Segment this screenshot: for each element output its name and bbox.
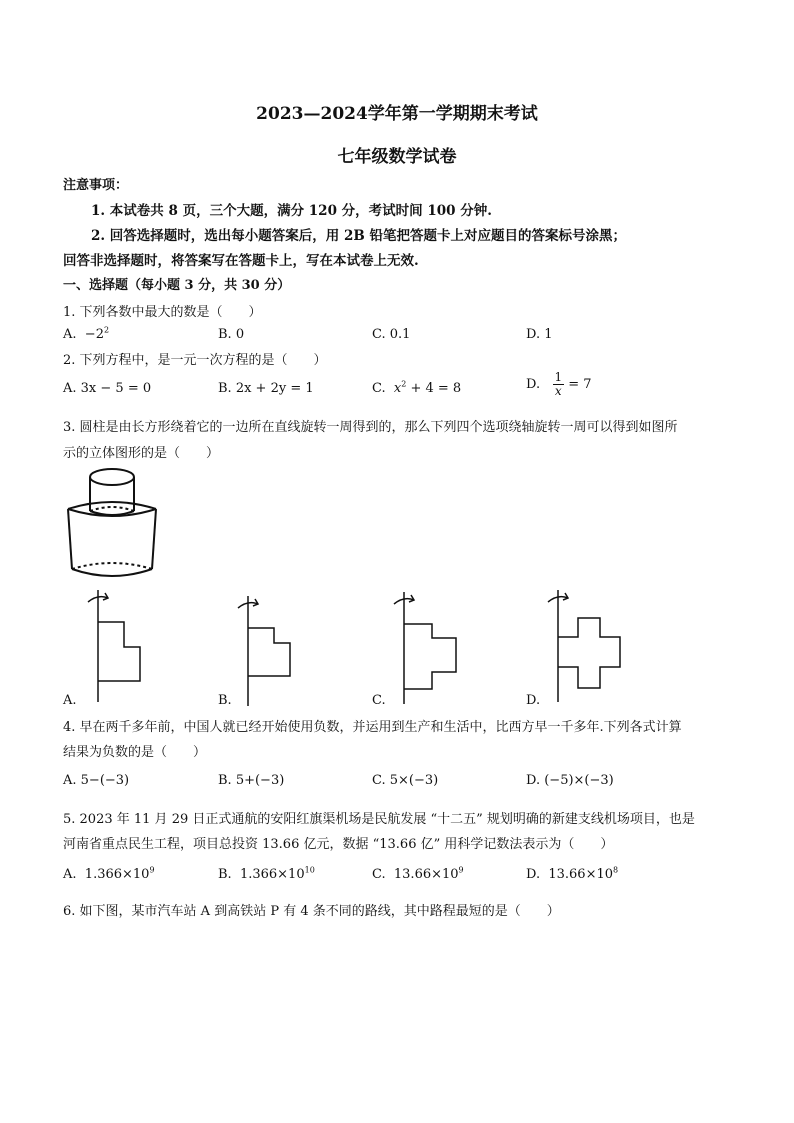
note-2b: 回答非选择题时，将答案写在答题卡上，写在本试卷上无效.	[63, 253, 419, 269]
q5-option-a-label: A.	[63, 867, 77, 882]
q5-option-a-exp: 9	[149, 865, 155, 875]
q1-option-c: C. 0.1	[372, 327, 411, 342]
q3-option-b-figure	[230, 596, 300, 706]
q4-option-d: D. (−5)×(−3)	[526, 773, 614, 788]
q5-option-d	[526, 867, 618, 882]
q5-option-a	[63, 867, 155, 882]
q3-option-d: D.	[526, 693, 541, 708]
q2-option-b: B. 2x + 2y = 1	[218, 381, 314, 396]
q5-option-b-base: 1.366×10	[239, 867, 305, 882]
q1-option-a-exp: 2	[103, 325, 110, 335]
q2-option-d-fraction	[553, 371, 565, 398]
q1-option-a	[63, 327, 109, 342]
q3-option-b: B.	[218, 693, 232, 708]
q2-option-a: A. 3x − 5 = 0	[63, 381, 152, 396]
q5-option-d-base: 13.66×10	[548, 867, 614, 882]
q5-option-c-base: 13.66×10	[393, 867, 459, 882]
q4-option-a: A. 5−(−3)	[63, 773, 130, 788]
q3-option-c: C.	[372, 693, 386, 708]
q5-stem-line2: 河南省重点民生工程，项目总投资 13.66 亿元，数据 “13.66 亿” 用科学记数法表示为（ ）	[63, 837, 614, 852]
q2-option-d-denominator: x	[554, 384, 562, 398]
q5-option-b-exp: 10	[304, 865, 315, 875]
q4-stem-line2: 结果为负数的是（ ）	[63, 745, 207, 760]
exam-subtitle: 七年级数学试卷	[337, 147, 457, 167]
note-2a: 2. 回答选择题时，选出每小题答案后，用 2B 铅笔把答题卡上对应题目的答案标号涂黑；	[91, 228, 626, 244]
q3-option-d-figure	[540, 590, 630, 702]
q1-option-a-base: −2	[84, 327, 104, 342]
q1-option-b: B. 0	[218, 327, 245, 342]
q5-stem-line1: 5. 2023 年 11 月 29 日正式通航的安阳红旗渠机场是民航发展 “十二五” 规划明确的新建支线机场项目，也是	[63, 812, 695, 827]
q3-option-a: A.	[63, 693, 77, 708]
q5-option-c-exp: 9	[458, 865, 464, 875]
note-1: 1. 本试卷共 8 页，三个大题，满分 120 分，考试时间 100 分钟.	[91, 203, 492, 219]
q5-option-d-exp: 8	[613, 865, 619, 875]
q5-option-a-base: 1.366×10	[84, 867, 150, 882]
q1-option-a-label: A.	[63, 327, 77, 342]
q2-option-c-exp: 2	[401, 379, 407, 389]
q2-option-d-numerator: 1	[554, 370, 563, 384]
q1-stem: 1. 下列各数中最大的数是（ ）	[63, 305, 262, 320]
q6-stem: 6. 如下图，某市汽车站 A 到高铁站 P 有 4 条不同的路线，其中路程最短的是（ ）	[63, 904, 560, 919]
section-heading: 一、选择题（每小题 3 分，共 30 分）	[63, 278, 291, 293]
q2-option-c-label: C.	[372, 381, 386, 396]
notes-heading: 注意事项：	[63, 178, 129, 193]
q2-option-d	[526, 371, 592, 398]
q4-option-c: C. 5×(−3)	[372, 773, 439, 788]
q2-option-d-label: D.	[526, 377, 541, 392]
q3-solid-figure	[60, 465, 170, 580]
q2-stem: 2. 下列方程中，是一元一次方程的是（ ）	[63, 353, 327, 368]
q5-option-d-label: D.	[526, 867, 541, 882]
q4-stem-line1: 4. 早在两千多年前，中国人就已经开始使用负数，并运用到生产和生活中，比西方早一千多年.下列各式计算	[63, 720, 682, 735]
q2-option-c-rest: + 4 = 8	[406, 381, 462, 396]
q2-option-c	[372, 381, 461, 396]
q3-option-a-figure	[80, 590, 150, 705]
q3-stem-line2: 示的立体图形的是（ ）	[63, 446, 220, 461]
q3-option-c-figure	[386, 592, 466, 704]
exam-title: 2023—2024学年第一学期期末考试	[256, 104, 538, 124]
q5-option-b	[218, 867, 315, 882]
q2-option-d-rest: = 7	[568, 377, 592, 392]
q1-option-d: D. 1	[526, 327, 553, 342]
q4-option-b: B. 5+(−3)	[218, 773, 285, 788]
q3-stem-line1: 3. 圆柱是由长方形绕着它的一边所在直线旋转一周得到的，那么下列四个选项绕轴旋转一周可以得到如图所	[63, 420, 678, 435]
q5-option-b-label: B.	[218, 867, 232, 882]
q5-option-c-label: C.	[372, 867, 386, 882]
q5-option-c	[372, 867, 464, 882]
q2-option-c-base: x	[393, 381, 402, 396]
